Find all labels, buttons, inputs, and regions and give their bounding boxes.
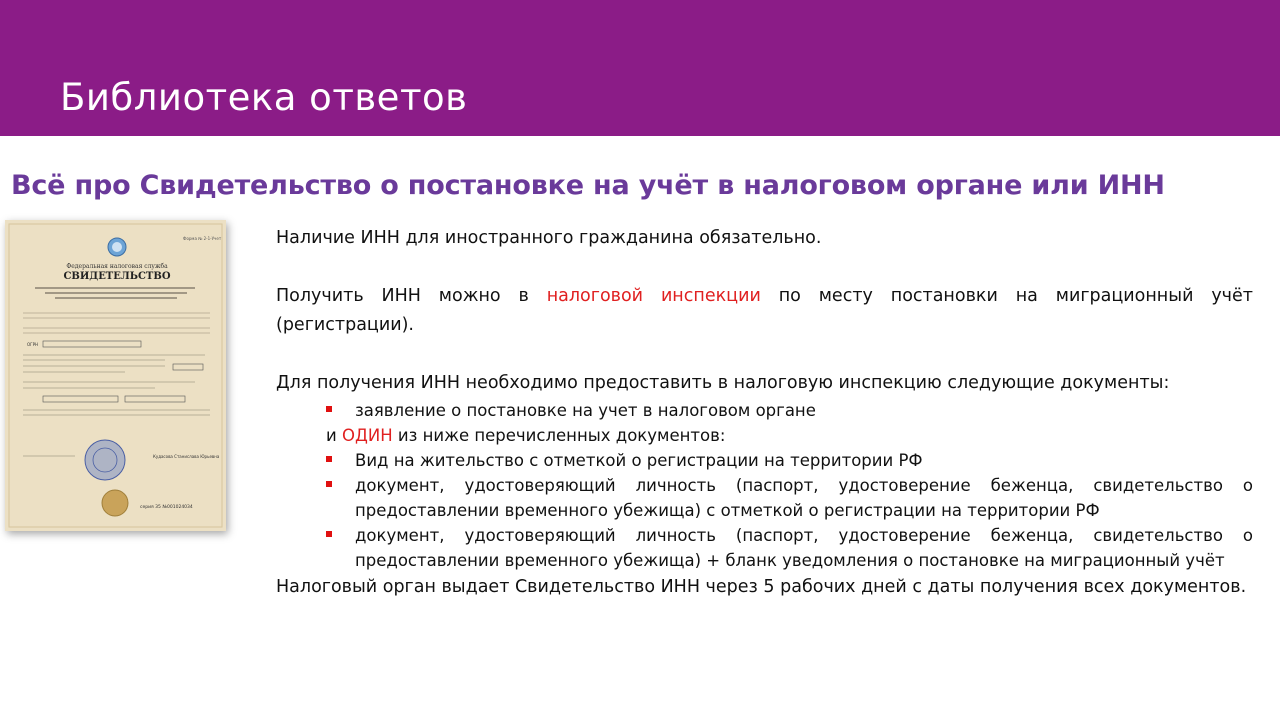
- list-item-text: документ, удостоверяющий личность (паспорт, удостоверение беженца, свидетельство о предоставлении временного убежища) + бланк уведомления о постановке на миграционный учёт: [355, 526, 1253, 570]
- hologram-icon: [102, 490, 128, 516]
- cert-service: Федеральная налоговая служба: [66, 263, 168, 270]
- cert-title: СВИДЕТЕЛЬСТВО: [63, 271, 171, 282]
- seal-icon: [85, 440, 125, 480]
- header-banner: [0, 0, 1280, 136]
- certificate-graphic: [5, 220, 226, 531]
- documents-list: [276, 398, 1253, 423]
- bullet-icon: [326, 481, 332, 487]
- cert-serial: серия 35 №001024034: [140, 505, 193, 510]
- bullet-icon: [326, 531, 332, 537]
- list-item-text: документ, удостоверяющий личность (паспорт, удостоверение беженца, свидетельство о предоставлении временного убежища) с отметкой о регистрации на территории РФ: [355, 476, 1253, 520]
- one-highlight: ОДИН: [341, 426, 393, 445]
- main-content: [276, 224, 1253, 602]
- list-item: [276, 523, 1253, 573]
- or-text-after: из ниже перечисленных документов:: [392, 426, 726, 445]
- paragraph-inn-required: Наличие ИНН для иностранного гражданина обязательно.: [276, 228, 822, 248]
- or-text-before: и: [326, 426, 342, 445]
- cert-signer: Кудасова Станислава Юрьевна: [153, 454, 220, 459]
- list-item: [276, 398, 1253, 423]
- certificate-image: [5, 220, 226, 531]
- page-title: Библиотека ответов: [60, 76, 468, 119]
- one-of-documents-line: [276, 423, 1253, 448]
- section-title: Всё про Свидетельство о постановке на учёт в налоговом органе или ИНН: [11, 170, 1165, 201]
- p2-text-before: Получить ИНН можно в: [276, 286, 547, 306]
- list-item: [276, 448, 1253, 473]
- bullet-icon: [326, 456, 332, 462]
- tax-inspection-highlight: налоговой инспекции: [546, 286, 761, 306]
- documents-options-list: [276, 448, 1253, 573]
- bullet-icon: [326, 406, 332, 412]
- cert-ogrn-label: ОГРН: [27, 342, 39, 347]
- list-item-text: заявление о постановке на учет в налоговом органе: [355, 401, 816, 420]
- p2-text-after: по месту постановки на миграционный учёт (регистрации).: [276, 286, 1253, 335]
- list-item: [276, 473, 1253, 523]
- paragraph-issue-time: Налоговый орган выдает Свидетельство ИНН через 5 рабочих дней с даты получения всех документов.: [276, 577, 1247, 597]
- list-item-text: Вид на жительство с отметкой о регистрации на территории РФ: [355, 451, 923, 470]
- cert-form-code: Форма № 2-1-Учет: [183, 236, 222, 241]
- paragraph-where-to-get: [276, 282, 1253, 340]
- paragraph-documents-intro: Для получения ИНН необходимо предоставить в налоговую инспекцию следующие документы:: [276, 373, 1170, 393]
